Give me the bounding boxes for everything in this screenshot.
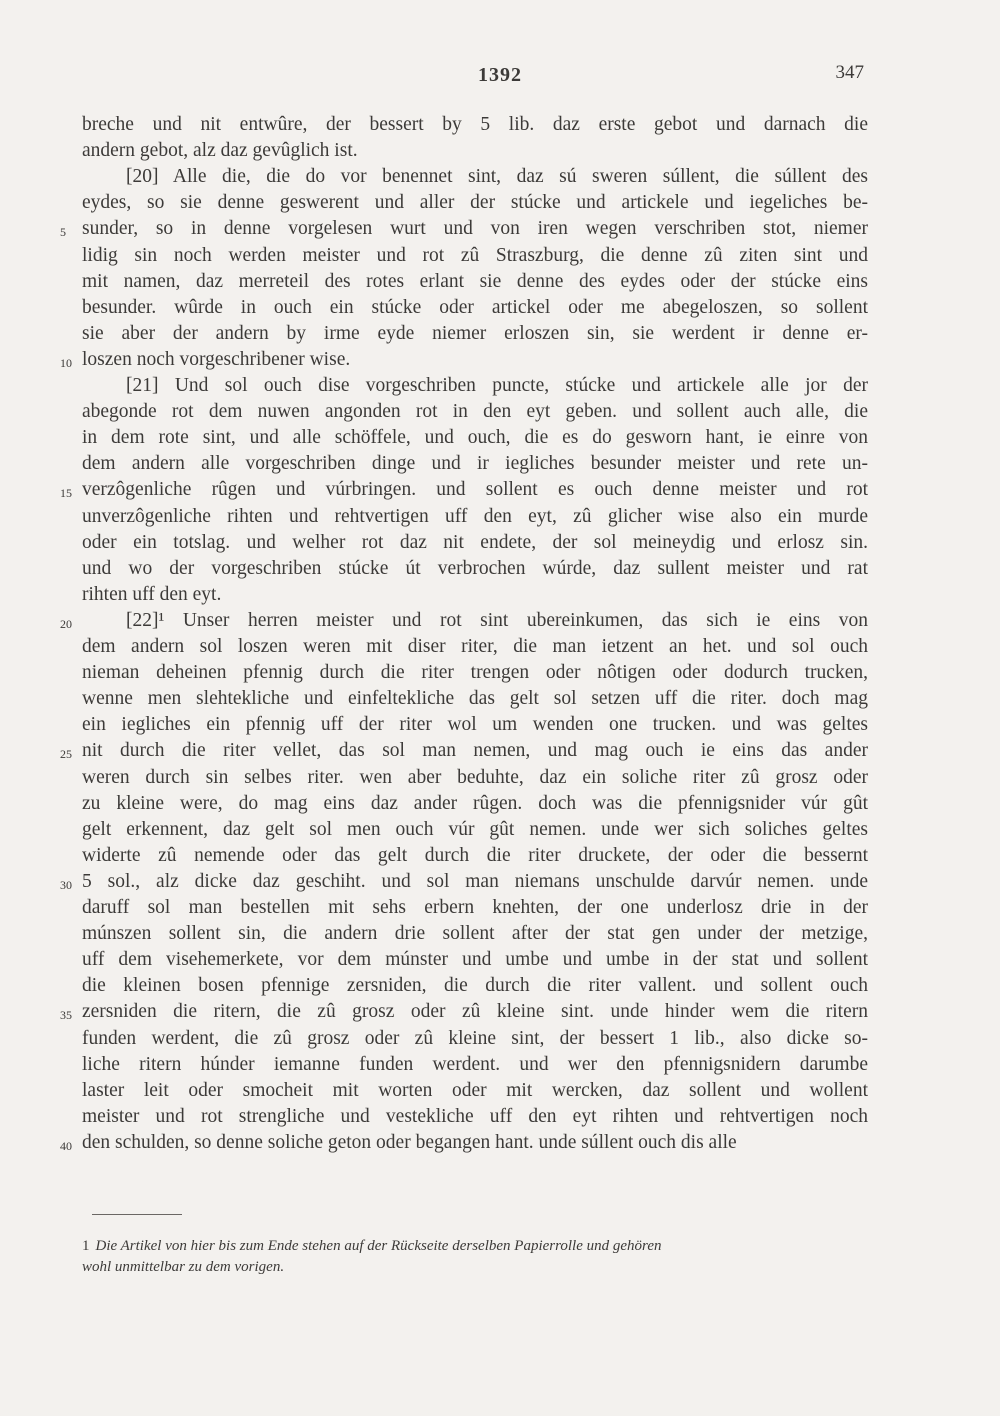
line-number: 15 [60,486,72,501]
text-line: nieman deheinen pfennig durch die riter trengen oder nôtigen oder dodurch trucken, [82,662,868,684]
text-line: die kleinen bosen pfennige zersniden, die durch die riter vallent. und sollent ouch [82,975,868,997]
text-line: verzôgenliche rûgen und vúrbringen. und sollent es ouch denne meister und rot [82,479,868,501]
text-line: den schulden, so denne soliche geton oder begangen hant. unde súllent ouch dis alle [82,1131,737,1153]
footnote-line-2: wohl unmittelbar zu dem vorigen. [82,1259,285,1275]
text-line: dem andern sol loszen weren mit diser riter, die man ietzent an het. und sol ouch [82,636,868,657]
text-line: abegonde rot dem nuwen angonden rot in den eyt geben. und sollent auch alle, die [82,401,868,423]
text-line: meister und rot strengliche und vestekliche uff den eyt rihten und rehtvertigen noch [82,1105,868,1127]
line-number: 30 [60,877,72,892]
text-line: nit durch die riter vellet, das sol man nemen, und mag ouch ie eins das ander [82,740,868,762]
text-line: gelt erkennent, daz gelt sol men ouch vúr gût nemen. unde wer sich soliches geltes [82,818,868,840]
text-line: [21] Und sol ouch dise vorgeschriben puncte, stúcke und artickele alle jor der [126,375,868,396]
text-line: [22]¹ Unser herren meister und rot sint ubereinkumen, das sich ie eins von [126,609,868,631]
text-line: besunder. wûrde in ouch ein stúcke oder artickel oder me abegeloszen, so sollent [82,296,868,318]
text-line: zu kleine were, do mag eins daz ander rûgen. doch was die pfennigsnider vúr gût [82,792,868,814]
text-line: andern gebot, alz daz gevûglich ist. [82,140,358,162]
text-line: mit namen, daz merreteil des rotes erlant sie denne des eydes oder der stúcke eins [82,270,868,292]
text-line: múnszen sollent sin, die andern drie sollent after der stat gen under der metzige, [82,923,868,945]
footnote-divider [92,1214,182,1215]
text-line: uff dem visehemerkete, vor dem múnster und umbe und umbe in der stat und sollent [82,949,868,971]
header-year: 1392 [478,64,522,86]
text-line: [20] Alle die, die do vor benennet sint, daz sú sweren súllent, die súllent des [126,166,868,188]
line-number: 25 [60,747,72,762]
text-line: loszen noch vorgeschribener wise. [82,348,351,370]
line-number: 10 [60,355,72,370]
text-line: rihten uff den eyt. [82,583,222,605]
text-line: 5 sol., alz dicke daz geschiht. und sol man niemans unschulde darvúr nemen. unde [82,870,868,892]
footnote-line-1 [82,1236,872,1257]
text-line: lidig sin noch werden meister und rot zû Straszburg, die denne zû ziten sint und [82,244,868,266]
text-line: sie aber der andern by irme eyde niemer erloszen sin, sie werdent ir denne er- [82,322,868,344]
text-line: liche ritern húnder iemanne funden werdent. und wer den pfennigsnidern darumbe [82,1053,868,1075]
text-line: wenne men slehtekliche und einfeltekliche das gelt sol setzen uff die riter. doch mag [82,688,868,710]
text-line: dem andern alle vorgeschriben dinge und ir iegliches besunder meister und rete un- [82,453,868,475]
text-line: ein iegliches ein pfennig uff der riter wol um wenden one trucken. und was geltes [82,714,868,736]
line-number: 40 [60,1138,72,1153]
text-line: in dem rote sint, und alle schöffele, und ouch, die es do gesworn hant, ie einre von [82,427,868,449]
line-number: 5 [60,225,66,240]
text-line: zersniden die ritern, die zû grosz oder zû kleine sint. unde hinder wem die ritern [82,1001,868,1023]
text-line: widerte zû nemende oder das gelt durch die riter druckete, der oder die bessernt [82,844,868,866]
text-line: weren durch sin selbes riter. wen aber beduhte, daz ein soliche riter zû grosz oder [82,766,868,788]
text-line: daruff sol man bestellen mit sehs erbern knehten, der one underlosz drie in der [82,897,868,918]
text-line: oder ein totslag. und welher rot daz nit endete, der sol meineydig und erlosz sin. [82,531,868,553]
footnote-text-1: Die Artikel von hier bis zum Ende stehen auf der Rückseite derselben Papierrolle und gehören [95,1238,662,1254]
line-number: 35 [60,1008,72,1023]
line-number: 20 [60,616,72,631]
page-number: 347 [835,62,864,83]
text-line: funden werdent, die zû grosz oder zû kleine sint, der bessert 1 lib., also dicke so- [82,1027,868,1049]
text-line: laster leit oder smocheit mit worten oder mit wercken, daz sollent und wollent [82,1079,868,1101]
footnote-marker: 1 [82,1238,90,1254]
text-line: eydes, so sie denne geswerent und aller der stúcke und artickele und iegeliches be- [82,192,868,214]
text-line: sunder, so in denne vorgelesen wurt und von iren wegen verschriben stot, niemer [82,218,868,240]
text-line: unverzôgenliche rihten und rehtvertigen uff den eyt, zû glicher wise also ein murde [82,505,868,527]
text-line: breche und nit entwûre, der bessert by 5 lib. daz erste gebot und darnach die [82,114,868,135]
text-line: und wo der vorgeschriben stúcke út verbrochen wúrde, daz sullent meister und rat [82,557,868,579]
